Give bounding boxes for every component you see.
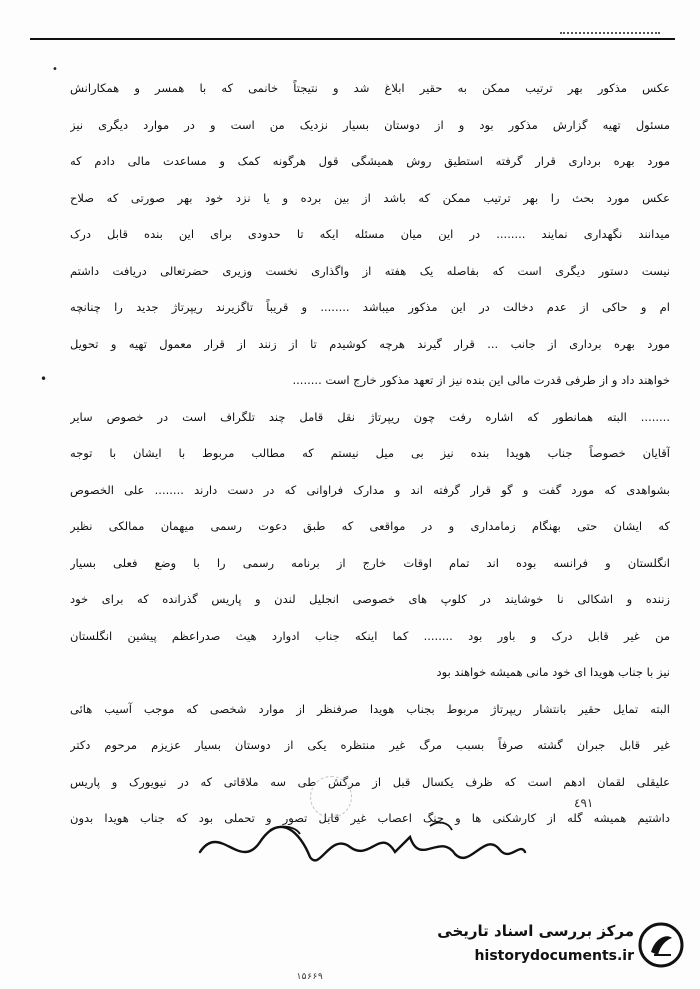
text-line: که ایشان حتی بهنگام زمامداری و در مواقعی که طبق دعوت رسمی میهمان ممالکی نظیر — [70, 519, 670, 533]
archive-seal-icon — [638, 922, 684, 968]
archive-watermark — [420, 918, 690, 976]
text-line: میدانند نگهداری نمایند ........ در این میان مسئله ایکه تا حدودی برای این بنده قابل درک — [70, 227, 670, 241]
text-line: زننده و اشکالی نا خوشایند در کلوپ های خصوصی انجلیل لندن و پاریس گذرانده که برای خود — [70, 592, 670, 606]
text-line: مورد بهره برداری قرار گرفته استطیق روش همیشگی قول هرگونه کمک و مساعدت مالی دادم که — [70, 154, 670, 168]
top-rule — [30, 38, 675, 40]
text-line: مورد بهره برداری از جانب ... قرار گیرند هرچه کوشیدم تا از زنند از قرار معمول تهیه و تحویل — [70, 336, 670, 351]
text-line: مسئول تهیه گزارش مذکور بود و از دوستان بسیار نزدیک من است و در موارد دیگری نیز — [70, 117, 670, 132]
text-line: علیقلی لقمان ادهم است که ظرف یکسال قبل از مرگش طی سه ملاقاتی که در نیویورک و پاریس — [70, 774, 670, 789]
text-line: غیر قابل جبران گشته صرفاً بسبب مرگ غیر منتظره یکی از دوستان بسیار عزیزم مرحوم دکتر — [70, 738, 670, 752]
text-line: عکس مورد بحث را بهر ترتیب ممکن که باشد از بین برده و یا نزد خود بهر صورتی که صلاح — [70, 190, 670, 205]
text-line: من غیر قابل درک و باور بود ........ کما اینکه جناب ادوارد هیث صدراعظم پیشین انگلستان — [70, 628, 670, 643]
page-number: ٤٩١ — [574, 796, 594, 810]
text-line: ام و حاکی از عدم دخالت در این مذکور میباشد ........ و قریباً تاگزیرند ریپرتاژ جدید را چنانچه — [70, 300, 670, 314]
text-line: البته تمایل حقیر بانتشار ریپرتاژ مربوط بجناب هویدا صرفنظر از موارد شخصی که موجب آسیب هائی — [70, 701, 670, 716]
document-id-mark: ۱۵۶۶۹ — [296, 972, 324, 982]
top-rule-dots — [560, 32, 660, 34]
watermark-title: مرکز بررسی اسناد تاریخی — [437, 922, 634, 940]
text-line: نیز با جناب هویدا ای خود مانی همیشه خواهند بود — [436, 665, 670, 679]
letter-body — [70, 70, 670, 837]
text-line: خواهند داد و از طرفی قدرت مالی این بنده نیز از تعهد مذکور خارج است ........ — [292, 373, 670, 387]
corner-mark: • — [52, 64, 58, 75]
text-line: داشتیم همیشه گله از کارشکنی ها و جنگ اعصاب غیر قابل تصور و تحملی بود که جناب هویدا بدون — [70, 811, 670, 825]
text-line: آقایان خصوصاً جناب هویدا بنده نیز بی میل نیستم که مطالب مربوط با ایشان با توجه — [70, 446, 670, 460]
text-line: انگلستان و فرانسه بوده اند تمام اوقات خارج از برنامه رسمی را با وضع فعلی بسیار — [70, 555, 670, 570]
text-line: عکس مذکور بهر ترتیب ممکن به حقیر ابلاغ شد و نتیجتاً خانمی که با همسر و همکارانش — [70, 81, 670, 95]
signature-scribble — [180, 812, 540, 882]
text-line: بشواهدی که مورد گفت و گو قرار گرفته اند و مدارک فراوانی که در دست دارند ........ علی الخصوص — [70, 482, 670, 497]
watermark-url: historydocuments.ir — [474, 948, 634, 964]
text-line: نیست دستور دیگری است که بفاصله یک هفته از واگذاری نخست وزیری حضرتعالی دریافت داشتم — [70, 263, 670, 278]
margin-mark: • — [40, 372, 48, 386]
text-line: ........ البته همانطور که اشاره رفت چون ریپرتاژ نقل قامل چند تلگراف است در خصوص سایر — [70, 409, 670, 424]
